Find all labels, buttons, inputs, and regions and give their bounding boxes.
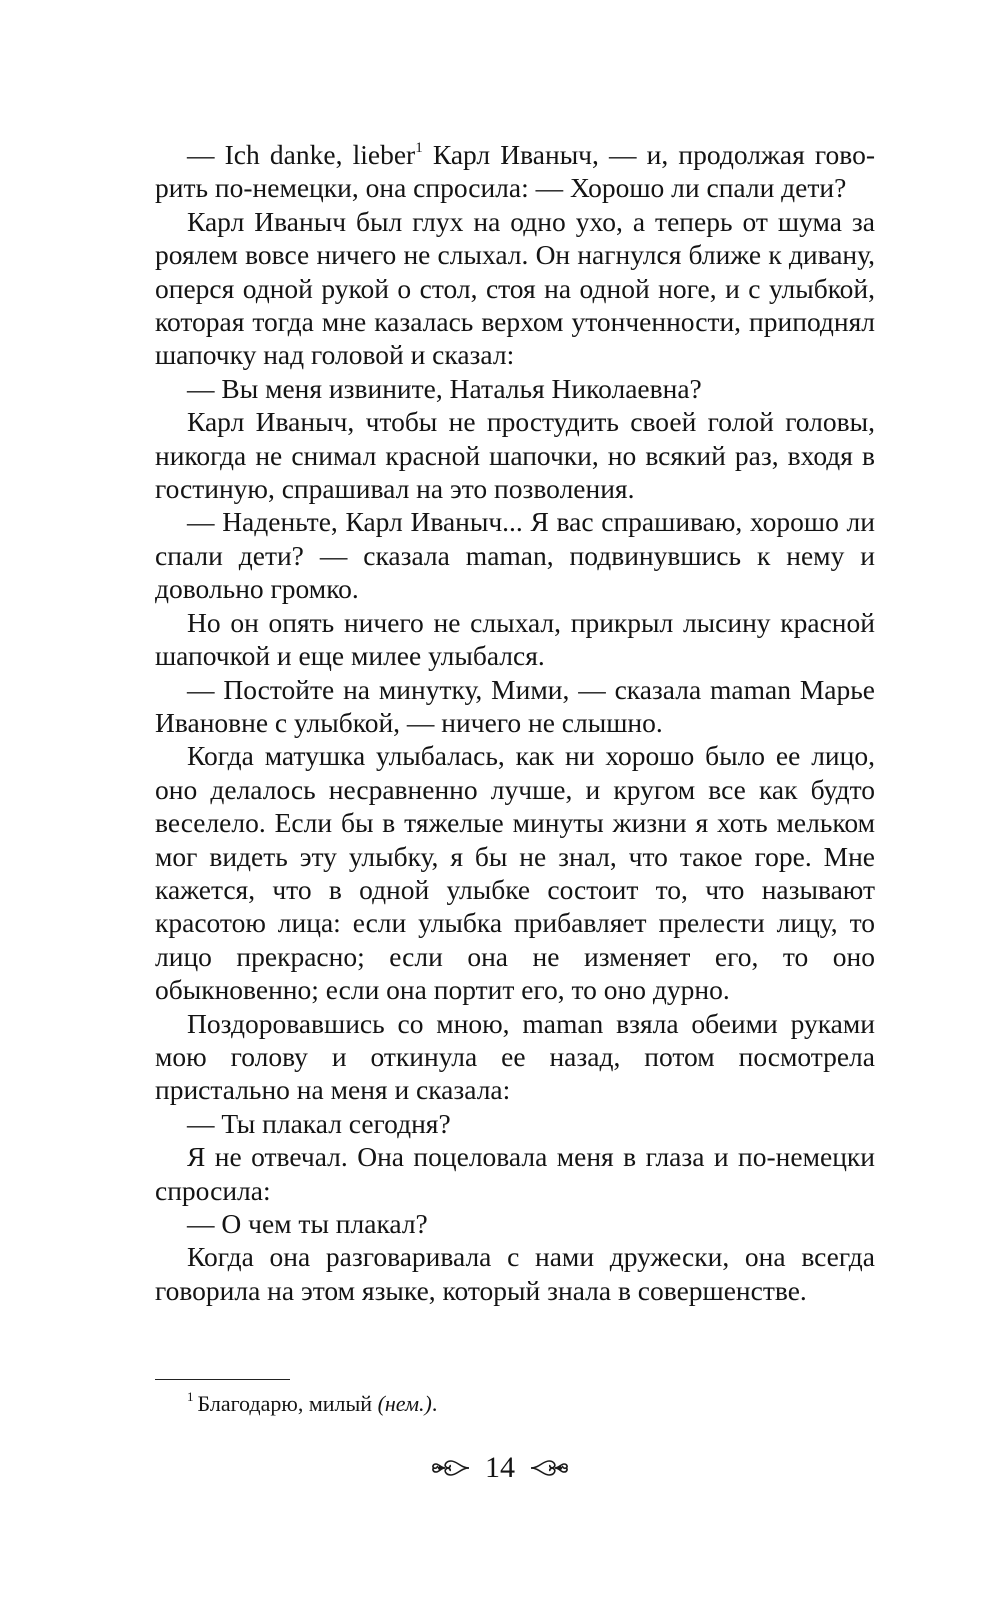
paragraph-7: — Постойте на минутку, Мими, — сказала maman Марье Ивановне с улыбкой, — ничего не слышно. xyxy=(155,673,875,738)
paragraph-6: Но он опять ничего не слыхал, прикрыл лысину красной шапочкой и еще милее улыбался. xyxy=(155,606,875,672)
paragraph-4: Карл Иваныч, чтобы не простудить своей голой головы, никогда не снимал красной шапочки, но всякий раз, входя в гостиную, спрашивал на это позволения. xyxy=(155,406,875,505)
footnote-marker: 1 xyxy=(187,1388,194,1404)
footnote xyxy=(187,1390,867,1418)
page-number: 14 xyxy=(485,1451,515,1484)
paragraph-12: — О чем ты плакал? xyxy=(187,1208,428,1239)
footnote-language-note: (нем.) xyxy=(377,1391,432,1416)
paragraph-2: Карл Иваныч был глух на одно ухо, а теперь от шума за роялем вовсе ничего не слыхал. Он нагнулся ближе к дивану, оперся одной рукой о стол, стоя на одной ноге, и с улыбкой, которая тогда мне казалась верхом утонченности, приподнял шапочку над головой и сказал: xyxy=(155,205,875,371)
footnote-end: . xyxy=(431,1391,438,1416)
footnote-divider xyxy=(155,1379,290,1380)
paragraph-5: — Наденьте, Карл Иваныч... Я вас спрашиваю, хорошо ли спали дети? — сказала maman, подвинувшись к нему и довольно громко. xyxy=(155,506,875,605)
paragraph-9: Поздоровавшись со мною, maman взяла обеими руками мою голову и откинула ее назад, потом посмотрела пристально на меня и сказала: xyxy=(155,1007,875,1106)
footnote-reference: 1 xyxy=(415,139,423,156)
paragraph-text: Карл Иваныч, — и, продолжая говорить по-немецки, она спросила: — Хорошо ли спали дети? xyxy=(155,139,875,204)
paragraph-3: — Вы меня извините, Наталья Николаевна? xyxy=(187,372,702,404)
paragraph-11: Я не отвечал. Она поцеловала меня в глаза и по-немецки спросила: xyxy=(155,1141,875,1206)
paragraph-10: — Ты плакал сегодня? xyxy=(187,1107,451,1139)
footnote-text: Благодарю, милый xyxy=(197,1391,378,1416)
paragraph-text: — Ich danke, lieber xyxy=(187,139,416,170)
page-footer xyxy=(0,1448,1000,1488)
paragraph-8: Когда матушка улыбалась, как ни хорошо было ее лицо, оно делалось несравненно лучше, и кругом все как будто веселело. Если бы в тяжелые минуты жизни я хоть мельком мог видеть эту улыбку, я бы не знал, что такое горе. Мне кажется, что в одной улыбке состоит то, что называют красотою лица: если улыбка прибавляет прелести лицу, то лицо прекрасно; если она не изменяет его, то оно обыкновенно; если она портит его, то оно дурно. xyxy=(155,740,875,1006)
paragraph-13: Когда она разговаривала с нами дружески, она всегда говорила на этом языке, который знала в совершенстве. xyxy=(155,1241,875,1306)
scroll-ornament-icon xyxy=(431,1455,471,1481)
body-text xyxy=(155,138,875,1307)
paragraph-1 xyxy=(155,138,875,205)
scroll-ornament-icon xyxy=(529,1455,569,1481)
